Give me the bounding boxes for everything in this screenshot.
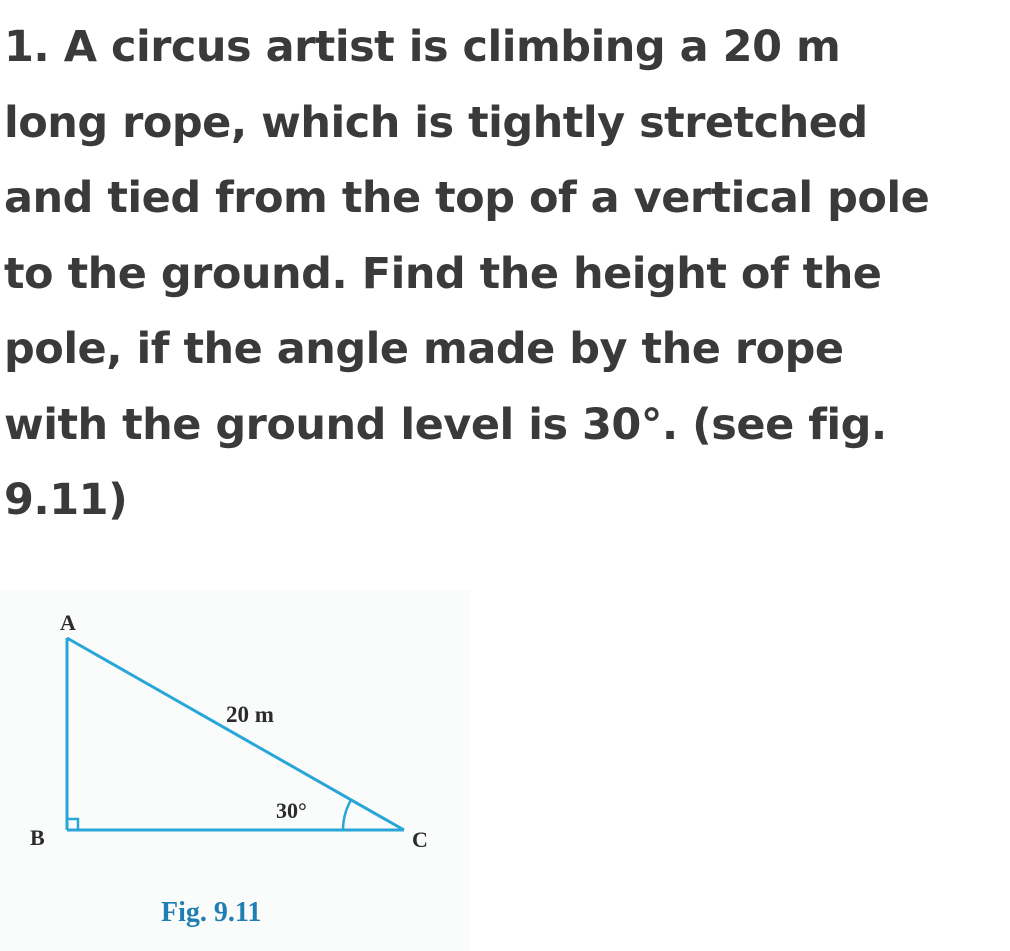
right-angle-marker <box>67 819 78 830</box>
question-line: with the ground level is 30°. (see fig. <box>4 399 887 450</box>
question-line: 1. A circus artist is climbing a 20 m <box>4 22 841 72</box>
question-line: and tied from the top of a vertical pole <box>4 173 930 223</box>
triangle-figure <box>0 590 470 951</box>
vertex-b-label: B <box>30 825 45 850</box>
question-line: pole, if the angle made by the rope <box>4 324 844 374</box>
angle-arc <box>343 800 351 830</box>
vertex-c-label: C <box>412 827 428 852</box>
vertex-a-label: A <box>60 610 76 635</box>
triangle-diagram <box>0 590 470 951</box>
question-line: 9.11) <box>4 475 128 525</box>
rope-side-ac <box>67 638 404 830</box>
angle-label: 30° <box>276 798 307 823</box>
question-line: long rope, which is tightly stretched <box>4 97 868 148</box>
question-line: to the ground. Find the height of the <box>4 248 882 299</box>
hypotenuse-length-label: 20 m <box>226 702 274 727</box>
figure-caption: Fig. 9.11 <box>161 897 262 928</box>
question-text <box>4 10 1004 539</box>
